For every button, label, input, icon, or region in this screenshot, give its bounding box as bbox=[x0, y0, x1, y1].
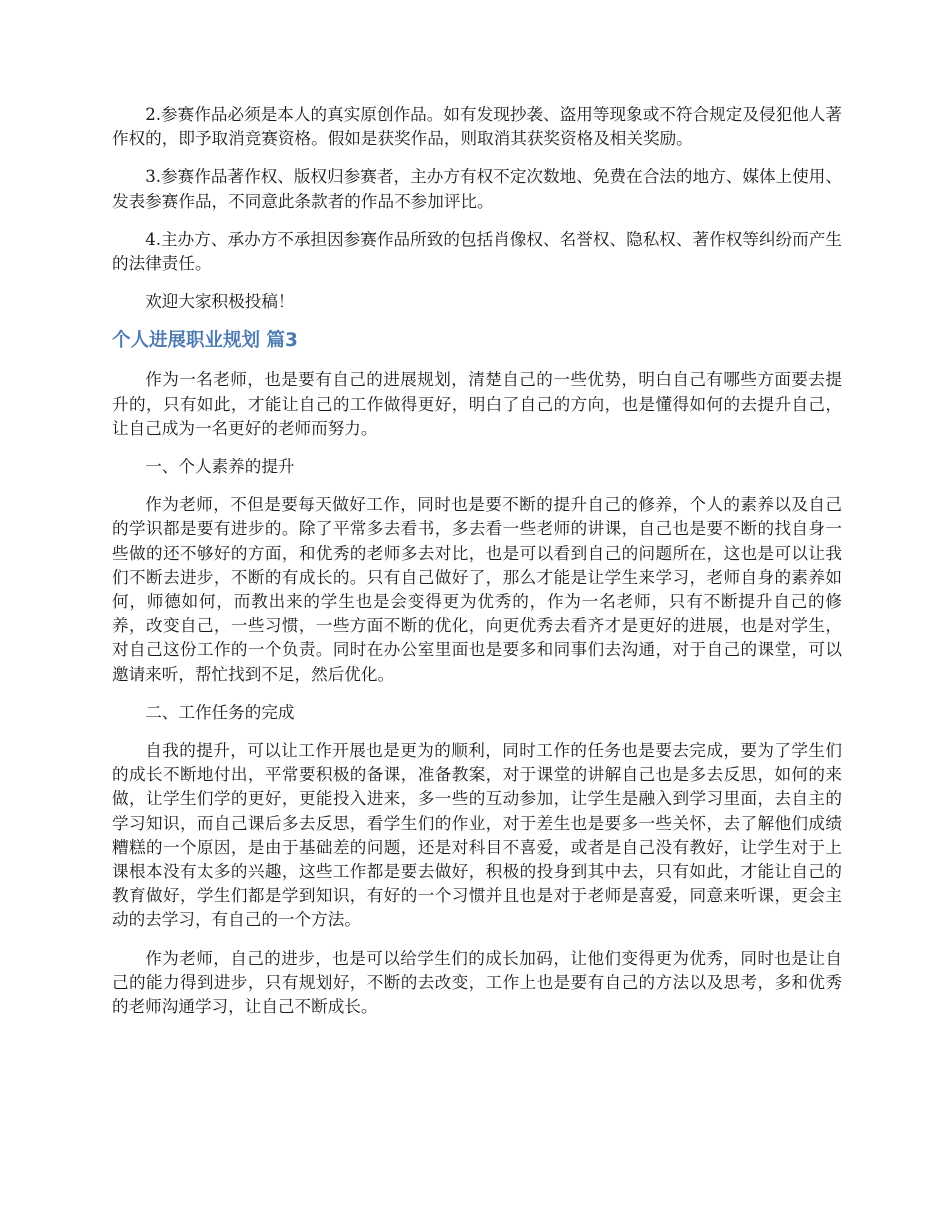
subheading-work-tasks: 二、工作任务的完成 bbox=[145, 702, 295, 722]
document-page bbox=[112, 103, 842, 1033]
intro-paragraph: 作为一名老师，也是要有自己的进展规划，清楚自己的一些优势，明白自己有哪些方面要去提升的，只有如此，才能让自己的工作做得更好，明白了自己的方向，也是懂得如何的去提升自己，让自己成为一名更好的老师而努力。 bbox=[112, 370, 842, 438]
closing-paragraph: 作为老师，自己的进步，也是可以给学生们的成长加码，让他们变得更为优秀，同时也是让自己的能力得到进步，只有规划好，不断的去改变，工作上也是要有自己的方法以及思考，多和优秀的老师沟通学习，让自己不断成长。 bbox=[112, 948, 842, 1017]
subheading-personal-quality: 一、个人素养的提升 bbox=[145, 457, 295, 477]
rule-paragraph-3: 3.参赛作品著作权、版权归参赛者，主办方有权不定次数地、免费在合法的地方、媒体上使用、发表参赛作品，不同意此条款者的作品不参加评比。 bbox=[112, 167, 842, 211]
rule-paragraph-4: 4.主办方、承办方不承担因参赛作品所致的包括肖像权、名誉权、隐私权、著作权等纠纷而产生的法律责任。 bbox=[112, 229, 842, 274]
rule-paragraph-2: 2.参赛作品必须是本人的真实原创作品。如有发现抄袭、盗用等现象或不符合规定及侵犯他人著作权的，即予取消竞赛资格。假如是获奖作品，则取消其获奖资格及相关奖励。 bbox=[112, 105, 842, 149]
work-tasks-paragraph: 自我的提升，可以让工作开展也是更为的顺利，同时工作的任务也是要去完成，要为了学生们的成长不断地付出，平常要积极的备课，准备教案，对于课堂的讲解自己也是多去反思，如何的来做，让学生们学的更好，更能投入进来，多一些的互动参加，让学生是融入到学习里面，去自主的学习知识，而自己课后多去反思，看学生们的作业，对于差生也是要多一些关怀，去了解他们成绩糟糕的一个原因，是由于基础差的问题，还是对科目不喜爱，或者是自己没有教好，让学生对于上课根本没有太多的兴趣，这些工作都是要去做好，积极的投身到其中去，只有如此，才能让自己的教育做好，学生们都是学到知识，有好的一个习惯并且也是对于老师是喜爱，同意来听课，更会主动的去学习，有自己的一个方法。 bbox=[112, 741, 842, 930]
welcome-paragraph: 欢迎大家积极投稿！ bbox=[145, 292, 295, 312]
personal-quality-paragraph: 作为老师，不但是要每天做好工作，同时也是要不断的提升自己的修养，个人的素养以及自己的学识都是要有进步的。除了平常多去看书，多去看一些老师的讲课，自己也是要不断的找自身一些做的还不够好的方面，和优秀的老师多去对比，也是可以看到自己的问题所在，这也是可以让我们不断去进步，不断的有成长的。只有自己做好了，那么才能是让学生来学习，老师自身的素养如何，师德如何，而教出来的学生也是会变得更为优秀的，作为一名老师，只有不断提升自己的修养，改变自己，一些习惯，一些方面不断的优化，向更优秀去看齐才是更好的进展，也是对学生，对自己这份工作的一个负责。同时在办公室里面也是要多和同事们去沟通，对于自己的课堂，可以邀请来听，帮忙找到不足，然后优化。 bbox=[112, 495, 842, 684]
section-heading: 个人进展职业规划 篇3 bbox=[112, 330, 298, 352]
